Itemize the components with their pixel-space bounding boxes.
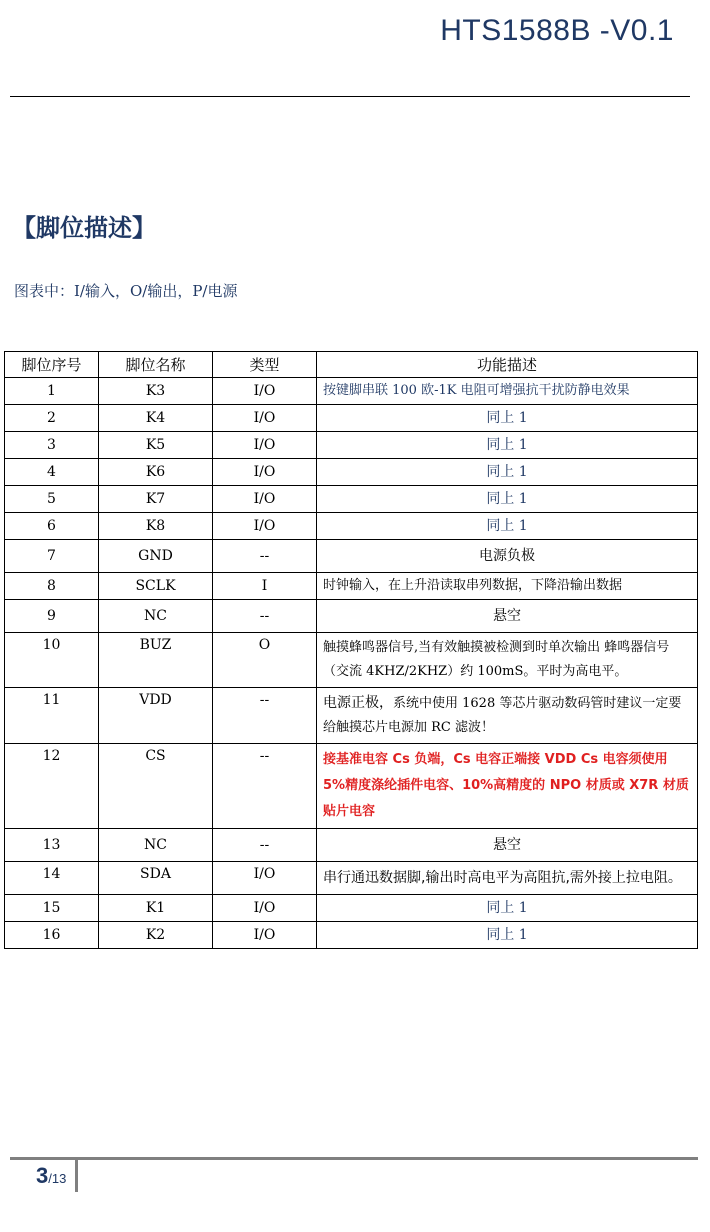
- pin-no: 2: [5, 405, 99, 432]
- pin-no: 13: [5, 829, 99, 862]
- header-divider: [10, 96, 690, 97]
- pin-description: 悬空: [317, 600, 698, 633]
- legend-note: 图表中：I/输入，O/输出，P/电源: [14, 282, 238, 300]
- table-row: [5, 432, 698, 459]
- table-row: [5, 600, 698, 633]
- pin-name: K6: [99, 459, 213, 486]
- pin-name: K1: [99, 895, 213, 922]
- pin-no: 15: [5, 895, 99, 922]
- pin-description: 同上 1: [317, 405, 698, 432]
- footer-divider: [10, 1157, 698, 1160]
- pin-description: 同上 1: [317, 513, 698, 540]
- pin-name: K5: [99, 432, 213, 459]
- pin-type: I/O: [213, 513, 317, 540]
- pin-name: NC: [99, 829, 213, 862]
- table-row: [5, 633, 698, 688]
- pin-type: I: [213, 573, 317, 600]
- table-row: [5, 922, 698, 949]
- pin-description: 同上 1: [317, 459, 698, 486]
- pin-name: K7: [99, 486, 213, 513]
- pin-name: CS: [99, 744, 213, 829]
- document-title: HTS1588B -V0.1: [440, 14, 674, 47]
- pin-type: I/O: [213, 895, 317, 922]
- table-row: [5, 744, 698, 829]
- table-row: [5, 459, 698, 486]
- pin-description: 触摸蜂鸣器信号,当有效触摸被检测到时单次输出 蜂鸣器信号（交流 4KHZ/2KHZ）约 100mS。平时为高电平。: [317, 633, 698, 688]
- pin-no: 1: [5, 378, 99, 405]
- pin-type: --: [213, 688, 317, 744]
- table-header-row: [5, 352, 698, 378]
- column-header-pin-name: 脚位名称: [99, 352, 213, 378]
- pin-type: I/O: [213, 378, 317, 405]
- pin-description: 电源负极: [317, 540, 698, 573]
- pin-description: 按键脚串联 100 欧-1K 电阻可增强抗干扰防静电效果: [317, 378, 698, 405]
- pin-description: 串行通迅数据脚,输出时高电平为高阻抗,需外接上拉电阻。: [317, 862, 698, 895]
- pin-type: --: [213, 829, 317, 862]
- pin-name: NC: [99, 600, 213, 633]
- pin-no: 5: [5, 486, 99, 513]
- pin-description: [317, 688, 698, 744]
- table-row: [5, 895, 698, 922]
- pin-no: 9: [5, 600, 99, 633]
- column-header-pin-no: 脚位序号: [5, 352, 99, 378]
- pin-description-table: [4, 351, 698, 949]
- table-row: [5, 862, 698, 895]
- pin-type: I/O: [213, 459, 317, 486]
- pin-type: I/O: [213, 486, 317, 513]
- table-row: [5, 486, 698, 513]
- table-row: [5, 540, 698, 573]
- table-row: [5, 405, 698, 432]
- table-row: [5, 378, 698, 405]
- table-row: [5, 573, 698, 600]
- pin-description: 同上 1: [317, 486, 698, 513]
- pin-description: 时钟输入，在上升沿读取串列数据，下降沿输出数据: [317, 573, 698, 600]
- pin-description-rest: 系统中使用 1628 等芯片驱动数码管时建议一定要给触摸芯片电源加 RC 滤波！: [323, 696, 682, 735]
- pin-no: 8: [5, 573, 99, 600]
- page-number: [36, 1163, 66, 1189]
- pin-description: 同上 1: [317, 895, 698, 922]
- table-row: [5, 513, 698, 540]
- pin-no: 4: [5, 459, 99, 486]
- pin-no: 12: [5, 744, 99, 829]
- pin-description: 接基准电容 Cs 负端，Cs 电容正端接 VDD Cs 电容须使用 5%精度涤纶插件电容、10%高精度的 NPO 材质或 X7R 材质贴片电容: [317, 744, 698, 829]
- footer-vertical-bar: [75, 1160, 78, 1192]
- pin-type: O: [213, 633, 317, 688]
- pin-name: K8: [99, 513, 213, 540]
- pin-no: 3: [5, 432, 99, 459]
- pin-name: K4: [99, 405, 213, 432]
- section-heading: 【脚位描述】: [12, 214, 156, 242]
- column-header-function: 功能描述: [317, 352, 698, 378]
- pin-name: SCLK: [99, 573, 213, 600]
- pin-type: --: [213, 600, 317, 633]
- pin-name: K2: [99, 922, 213, 949]
- pin-no: 10: [5, 633, 99, 688]
- page-total: /13: [48, 1171, 67, 1186]
- pin-type: --: [213, 744, 317, 829]
- column-header-type: 类型: [213, 352, 317, 378]
- pin-no: 7: [5, 540, 99, 573]
- pin-description: 同上 1: [317, 922, 698, 949]
- pin-no: 6: [5, 513, 99, 540]
- page-current: 3: [36, 1163, 49, 1188]
- pin-no: 14: [5, 862, 99, 895]
- pin-name: GND: [99, 540, 213, 573]
- pin-name: BUZ: [99, 633, 213, 688]
- pin-description: 同上 1: [317, 432, 698, 459]
- pin-type: I/O: [213, 405, 317, 432]
- table-row: [5, 829, 698, 862]
- pin-no: 16: [5, 922, 99, 949]
- table-row: [5, 688, 698, 744]
- pin-type: --: [213, 540, 317, 573]
- pin-name: K3: [99, 378, 213, 405]
- pin-no: 11: [5, 688, 99, 744]
- pin-type: I/O: [213, 432, 317, 459]
- pin-name: SDA: [99, 862, 213, 895]
- pin-type: I/O: [213, 922, 317, 949]
- pin-type: I/O: [213, 862, 317, 895]
- pin-description-lead: 电源正极，: [323, 695, 393, 711]
- pin-description: 悬空: [317, 829, 698, 862]
- pin-name: VDD: [99, 688, 213, 744]
